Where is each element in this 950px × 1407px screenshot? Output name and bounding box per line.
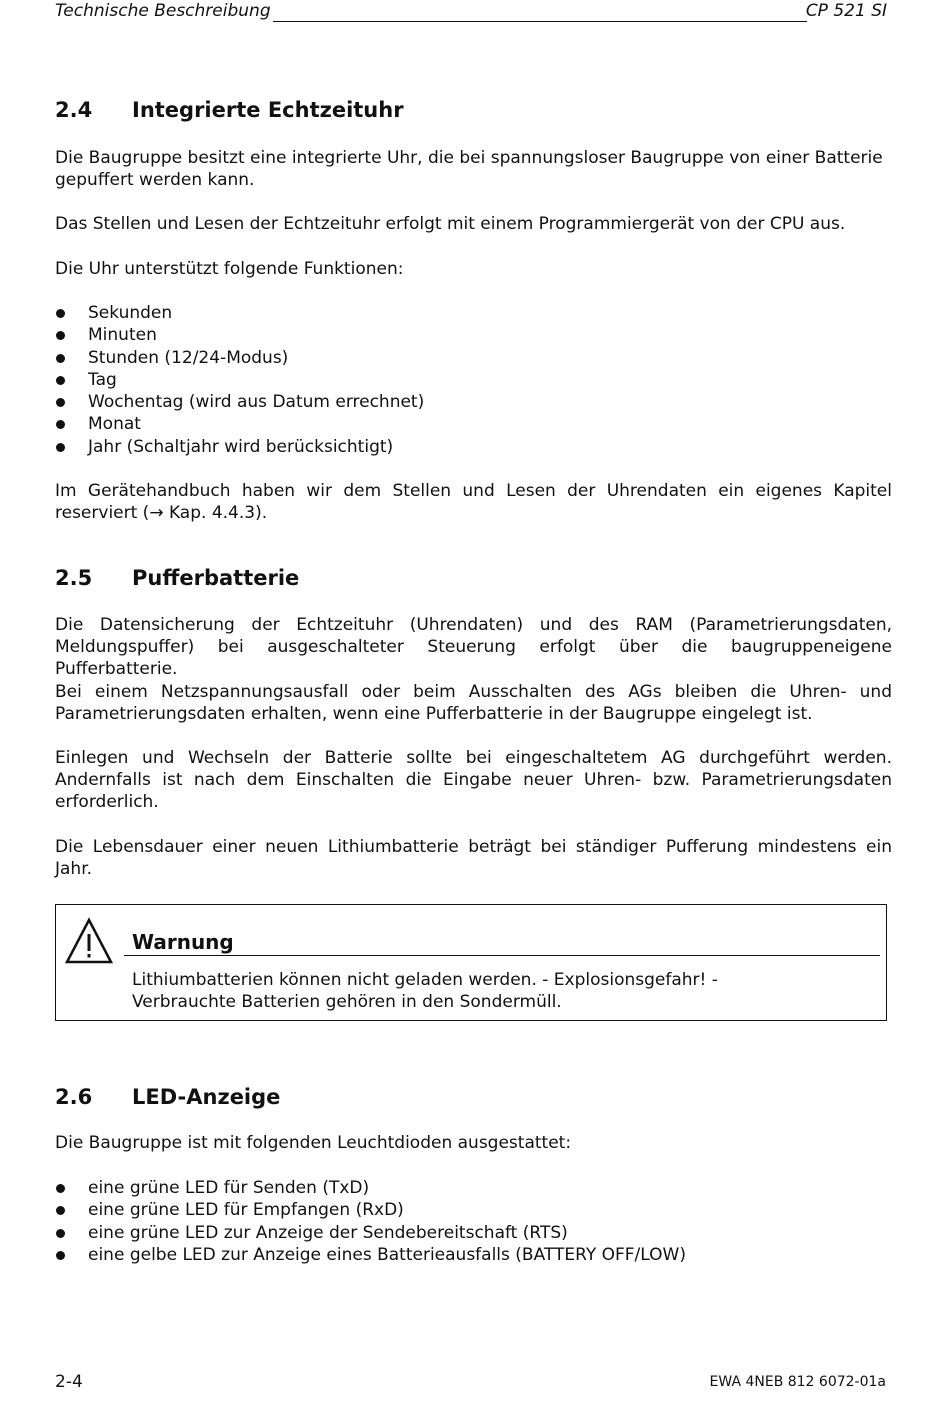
- paragraph: Bei einem Netzspannungsausfall oder beim Ausschalten des AGs bleiben die Uhren- und Parametrierungsdaten erhalten, wenn eine Pufferbatterie in der Baugruppe eingelegt ist.: [55, 682, 892, 724]
- list-item: Tag: [55, 369, 424, 391]
- warning-triangle-icon: [65, 917, 113, 965]
- header-right: CP 521 SI: [805, 1, 887, 21]
- warning-title: Warnung: [132, 930, 234, 954]
- warning-box: [55, 904, 887, 1021]
- list-item: Stunden (12/24-Modus): [55, 347, 424, 369]
- paragraph: Die Datensicherung der Echtzeituhr (Uhrendaten) und des RAM (Parametrierungsdaten, Meldungspuffer) bei ausgeschalteter Steuerung erfolgt über die baugruppeneigene Pufferbatterie.: [55, 615, 892, 679]
- bullet-icon: [56, 1206, 65, 1215]
- section-number: 2.4: [55, 98, 93, 122]
- document-id: EWA 4NEB 812 6072-01a: [709, 1374, 886, 1390]
- section-title: Pufferbatterie: [132, 566, 300, 590]
- list-item: Jahr (Schaltjahr wird berücksichtigt): [55, 436, 424, 458]
- paragraph: Die Baugruppe ist mit folgenden Leuchtdioden ausgestattet:: [55, 1133, 572, 1153]
- list-item: eine grüne LED für Senden (TxD): [55, 1177, 686, 1199]
- section-number: 2.5: [55, 566, 93, 590]
- section-number: 2.6: [55, 1085, 93, 1109]
- list-item: eine grüne LED für Empfangen (RxD): [55, 1199, 686, 1221]
- section-title: Integrierte Echtzeituhr: [132, 98, 404, 122]
- warning-rule: [124, 955, 880, 956]
- bullet-icon: [56, 376, 65, 385]
- page-number: 2-4: [55, 1372, 83, 1392]
- paragraph: Die Lebensdauer einer neuen Lithiumbatterie beträgt bei ständiger Pufferung mindestens ein Jahr.: [55, 837, 892, 879]
- bullet-icon: [56, 1184, 65, 1193]
- header-left: Technische Beschreibung: [55, 1, 271, 21]
- paragraph: Das Stellen und Lesen der Echtzeituhr erfolgt mit einem Programmiergerät von der CPU aus.: [55, 214, 846, 234]
- bullet-icon: [56, 420, 65, 429]
- led-list: [55, 1177, 686, 1266]
- paragraph: Die Baugruppe besitzt eine integrierte Uhr, die bei spannungsloser Baugruppe von einer Batterie gepuffert werden kann.: [55, 148, 883, 190]
- list-item: eine gelbe LED zur Anzeige eines Batterieausfalls (BATTERY OFF/LOW): [55, 1244, 686, 1266]
- list-item: eine grüne LED zur Anzeige der Sendebereitschaft (RTS): [55, 1222, 686, 1244]
- bullet-icon: [56, 354, 65, 363]
- section-title: LED-Anzeige: [132, 1085, 281, 1109]
- clock-functions-list: [55, 302, 424, 458]
- list-item: Sekunden: [55, 302, 424, 324]
- bullet-icon: [56, 309, 65, 318]
- paragraph: Einlegen und Wechseln der Batterie sollte bei eingeschaltetem AG durchgeführt werden. Andernfalls ist nach dem Einschalten die Eingabe neuer Uhren- bzw. Parametrierungsdaten erforderlich.: [55, 748, 892, 812]
- warning-line: Lithiumbatterien können nicht geladen werden. - Explosionsgefahr! -: [132, 970, 718, 990]
- paragraph: Im Gerätehandbuch haben wir dem Stellen und Lesen der Uhrendaten ein eigenes Kapitel reserviert (→ Kap. 4.4.3).: [55, 481, 892, 523]
- bullet-icon: [56, 398, 65, 407]
- warning-line: Verbrauchte Batterien gehören in den Sondermüll.: [132, 992, 562, 1012]
- paragraph: Die Uhr unterstützt folgende Funktionen:: [55, 259, 404, 279]
- warning-text: [132, 969, 718, 1013]
- bullet-icon: [56, 443, 65, 452]
- bullet-icon: [56, 1229, 65, 1238]
- list-item: Minuten: [55, 324, 424, 346]
- running-header: [55, 0, 887, 24]
- list-item: Monat: [55, 413, 424, 435]
- bullet-icon: [56, 1251, 65, 1260]
- list-item: Wochentag (wird aus Datum errechnet): [55, 391, 424, 413]
- bullet-icon: [56, 331, 65, 340]
- header-rule: [273, 21, 807, 22]
